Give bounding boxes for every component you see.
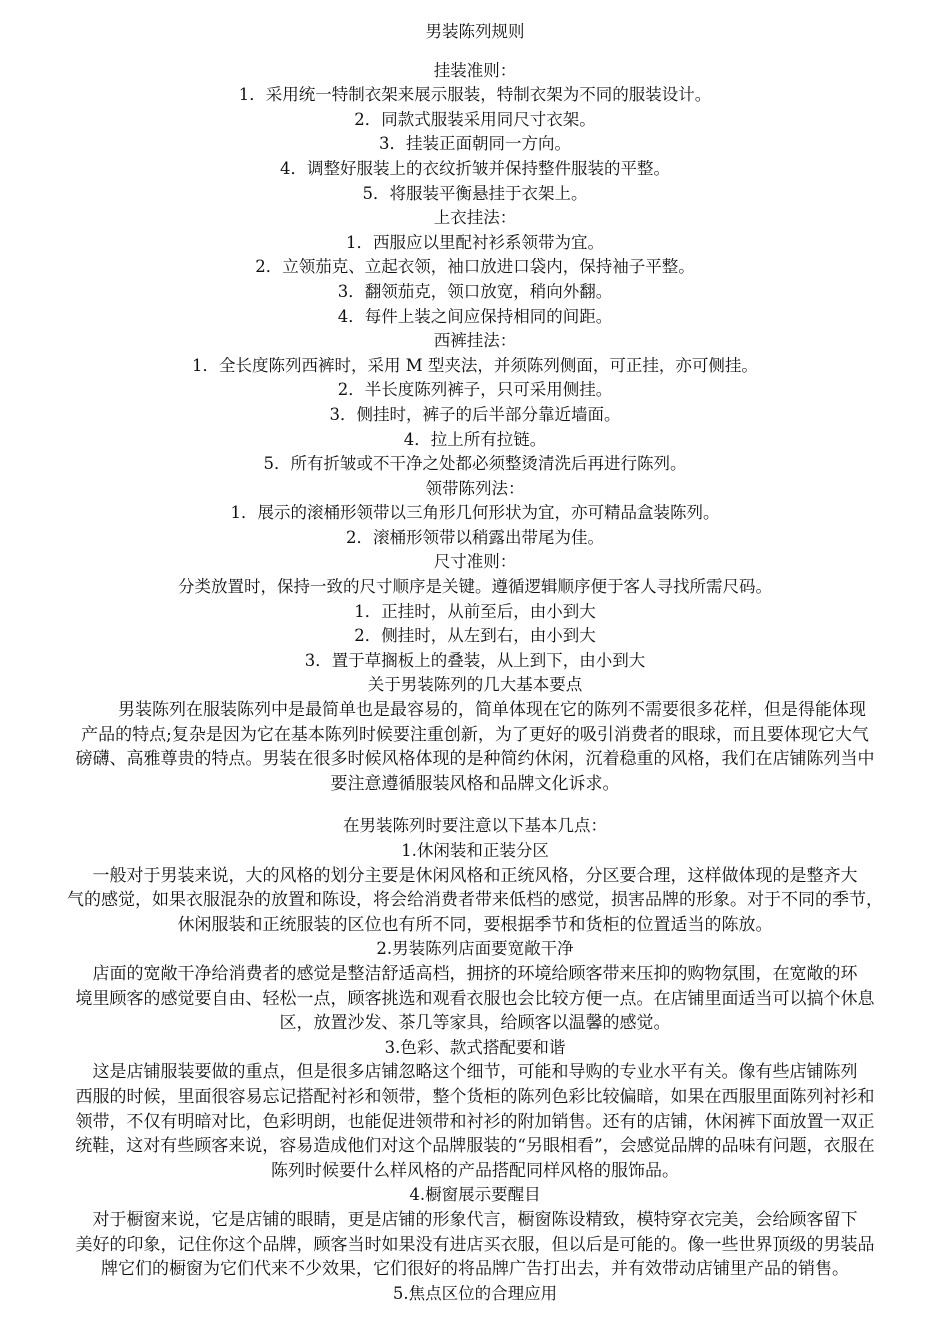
list-item: 3．置于草搁板上的叠装，从上到下，由小到大 — [304, 650, 646, 670]
section-heading-trousers: 西裤挂法： — [433, 331, 517, 351]
list-item: 2．侧挂时，从左到右，由小到大 — [354, 626, 596, 646]
spacer — [28, 796, 922, 814]
subsection-title: 3.色彩、款式搭配要和谐 — [384, 1037, 566, 1057]
paragraph-line: 店面的宽敞干净给消费者的感觉是整洁舒适高档，拥挤的环境给顾客带来压抑的购物氛围，在宽敞的环 — [92, 963, 858, 984]
sizes-intro: 分类放置时，保持一致的尺寸顺序是关键。遵循逻辑顺序便于客人寻找所需尺码。 — [178, 577, 772, 597]
paragraph-line: 一般对于男装来说，大的风格的划分主要是休闲风格和正统风格，分区要合理，这样做体现的是整齐大 — [92, 865, 858, 886]
subsection-title: 2.男装陈列店面要宽敞干净 — [376, 939, 574, 959]
list-item: 1．全长度陈列西裤时，采用 M 型夹法，并须陈列侧面，可正挂，亦可侧挂。 — [192, 355, 758, 375]
list-item: 1．西服应以里配衬衫系领带为宜。 — [346, 232, 604, 252]
paragraph-line: 休闲服装和正统服装的区位也有所不同，要根据季节和货柜的位置适当的陈放。 — [177, 914, 773, 935]
list-item: 2．半长度陈列裤子，只可采用侧挂。 — [337, 380, 613, 400]
section-heading-points: 在男装陈列时要注意以下基本几点： — [343, 816, 607, 836]
paragraph-line: 产品的特点;复杂是因为它在基本陈列时候要注重创新，为了更好的吸引消费者的眼球，而且要体现它大气 — [81, 724, 869, 745]
list-item: 5．所有折皱或不干净之处都必须整烫清洗后再进行陈列。 — [263, 454, 687, 474]
list-item: 5．将服装平衡悬挂于衣架上。 — [362, 183, 588, 203]
paragraph-line: 领带，不仅有明暗对比，色彩明朗，也能促进领带和衬衫的附加销售。还有的店铺，休闲裤下面放置一双正 — [75, 1111, 875, 1132]
list-item: 3．侧挂时，裤子的后半部分靠近墙面。 — [329, 404, 621, 424]
paragraph-line: 对于橱窗来说，它是店铺的眼睛，更是店铺的形象代言，橱窗陈设精致，模特穿衣完美，会给顾客留下 — [92, 1209, 858, 1230]
list-item: 1．采用统一特制衣架来展示服装，特制衣架为不同的服装设计。 — [238, 85, 712, 105]
list-item: 2．立领茄克、立起衣领，袖口放进口袋内，保持袖子平整。 — [255, 257, 695, 277]
list-item: 1．正挂时，从前至后，由小到大 — [354, 601, 596, 621]
section-heading-ties: 领带陈列法： — [425, 478, 525, 498]
paragraph-line: 男装陈列在服装陈列中是最简单也是最容易的，简单体现在它的陈列不需要很多花样，但是得能体现 — [84, 700, 866, 721]
list-item: 3．翻领茄克，领口放宽，稍向外翻。 — [337, 281, 613, 301]
section-heading-tops: 上衣挂法： — [433, 208, 517, 228]
list-item: 2．滚桶形领带以稍露出带尾为佳。 — [346, 527, 604, 547]
paragraph-line: 美好的印象，记住你这个品牌，顾客当时如果没有进店买衣服，但以后是可能的。像一些世界顶级的男装品 — [75, 1234, 875, 1255]
list-item: 4．每件上装之间应保持相同的间距。 — [337, 306, 613, 326]
paragraph-line: 这是店铺服装要做的重点，但是很多店铺忽略这个细节，可能和导购的专业水平有关。像有些店铺陈列 — [92, 1062, 858, 1083]
paragraph-line: 区，放置沙发、茶几等家具，给顾客以温馨的感觉。 — [279, 1013, 671, 1034]
subsection-title: 4.橱窗展示要醒目 — [409, 1185, 541, 1205]
list-item: 2．同款式服装采用同尺寸衣架。 — [354, 109, 596, 129]
subsection-title: 1.休闲装和正装分区 — [401, 841, 549, 860]
list-item: 3．挂装正面朝同一方向。 — [379, 134, 571, 154]
subsection-title: 5.焦点区位的合理应用 — [392, 1283, 558, 1303]
paragraph-line: 气的感觉，如果衣服混杂的放置和陈设，将会给消费者带来低档的感觉，损害品牌的形象。对于不同的季节， — [67, 890, 883, 911]
paragraph-line: 陈列时候要什么样风格的产品搭配同样风格的服饰品。 — [271, 1160, 679, 1181]
section-heading-sizes: 尺寸准则： — [433, 552, 517, 572]
list-item: 4．调整好服装上的衣纹折皱并保持整件服装的平整。 — [280, 158, 670, 178]
list-item: 1．展示的滚桶形领带以三角形几何形状为宜，亦可精品盒装陈列。 — [230, 503, 720, 523]
document-title: 男装陈列规则 — [425, 22, 525, 41]
paragraph-line: 要注意遵循服装风格和品牌文化诉求。 — [330, 773, 620, 794]
paragraph-line: 境里顾客的感觉要自由、轻松一点，顾客挑选和观看衣服也会比较方便一点。在店铺里面适当可以搞个休息 — [75, 988, 875, 1009]
paragraph-line: 西服的时候，里面很容易忘记搭配衬衫和领带，整个货柜的陈列色彩比较偏暗，如果在西服里面陈列衬衫和 — [75, 1086, 875, 1107]
paragraph-line: 牌它们的橱窗为它们代来不少效果，它们很好的将品牌广告打出去，并有效带动店铺里产品的销售。 — [101, 1259, 849, 1280]
list-item: 4．拉上所有拉链。 — [403, 429, 547, 449]
section-heading-basics: 关于男装陈列的几大基本要点 — [367, 675, 583, 695]
paragraph-line: 统鞋，这对有些顾客来说，容易造成他们对这个品牌服装的“另眼相看”，会感觉品牌的品味有问题，衣服在 — [75, 1136, 875, 1157]
section-heading-hanging: 挂装准则： — [433, 60, 517, 80]
paragraph-line: 磅礴、高雅尊贵的特点。男装在很多时候风格体现的是种简约休闲，沉着稳重的风格，我们在店铺陈列当中 — [75, 749, 875, 770]
